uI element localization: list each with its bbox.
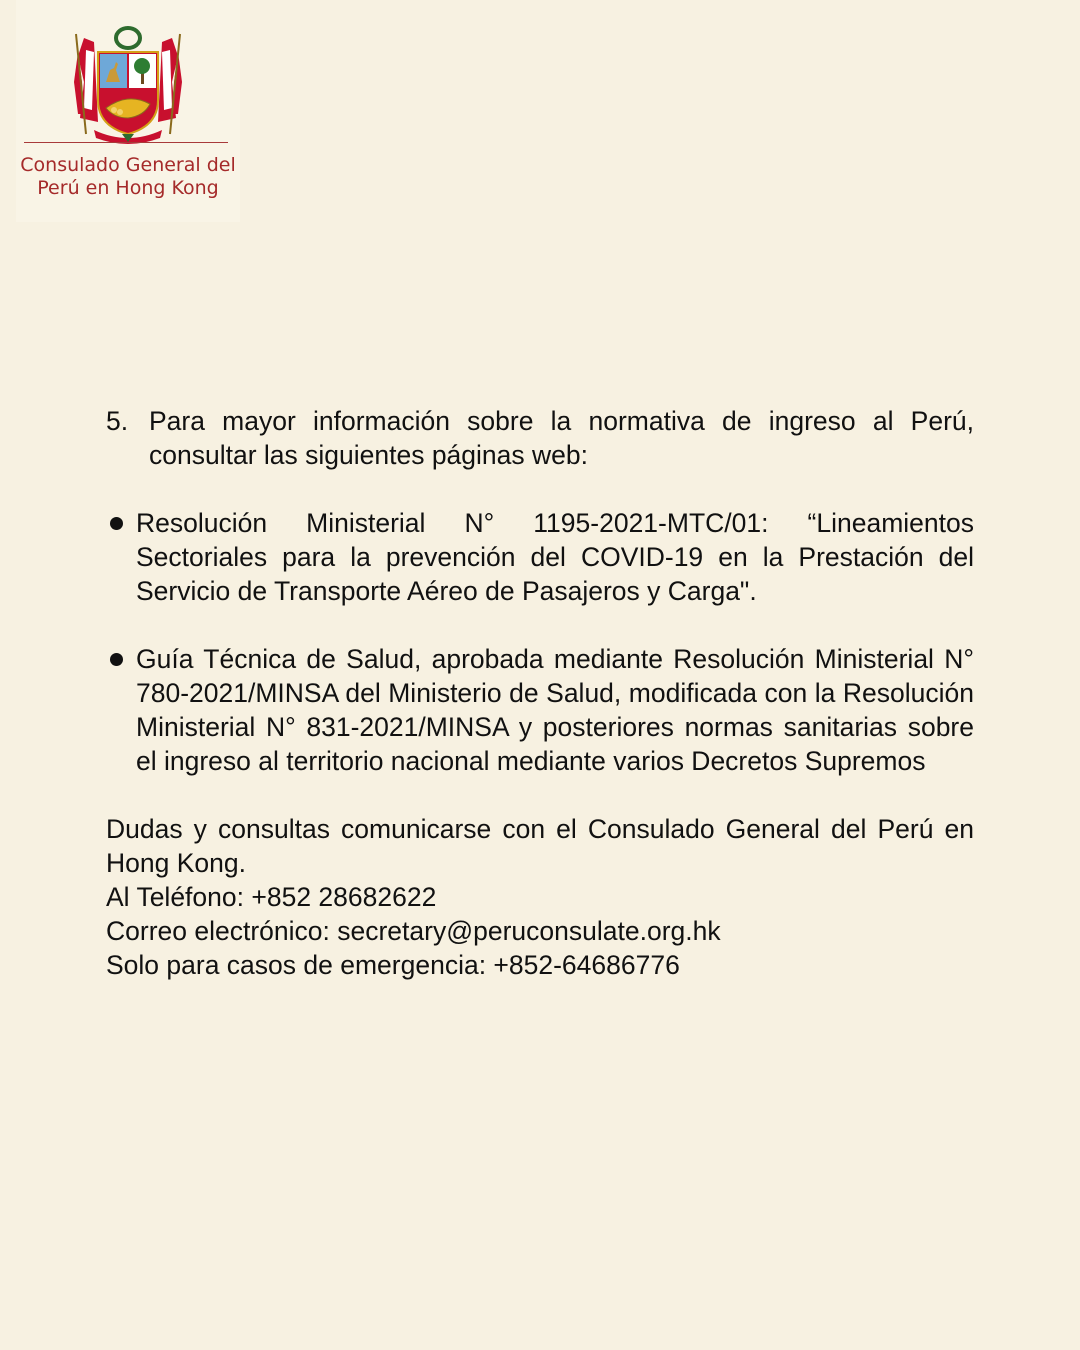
- item-text: Para mayor información sobre la normativa de ingreso al Perú, consultar las siguientes páginas web:: [149, 406, 974, 470]
- contact-phone: Al Teléfono: +852 28682622: [106, 882, 437, 912]
- consulate-name-line1: Consulado General del: [20, 154, 236, 176]
- numbered-item-5: [106, 404, 974, 472]
- logo-divider: [24, 142, 228, 143]
- contact-info: [106, 812, 974, 982]
- contact-email: Correo electrónico: secretary@peruconsulate.org.hk: [106, 916, 721, 946]
- bullet-text: Resolución Ministerial N° 1195-2021-MTC/01: “Lineamientos Sectoriales para la prevención del COVID-19 en la Prestación del Servicio de Transporte Aéreo de Pasajeros y Carga".: [136, 508, 974, 606]
- bullet-icon: [106, 506, 136, 608]
- bullet-icon: [106, 642, 136, 778]
- consulate-name-line2: Perú en Hong Kong: [37, 177, 219, 199]
- peru-coat-of-arms-icon: [64, 22, 192, 146]
- list-item: [106, 506, 974, 608]
- consulate-name: [16, 154, 240, 200]
- bullet-text: Guía Técnica de Salud, aprobada mediante Resolución Ministerial N° 780-2021/MINSA del Ministerio de Salud, modificada con la Resolución Ministerial N° 831-2021/MINSA y posteriores normas sanitarias sobre el ingreso al territorio nacional mediante varios Decretos Supremos: [136, 644, 974, 776]
- contact-intro: Dudas y consultas comunicarse con el Consulado General del Perú en Hong Kong.: [106, 814, 974, 878]
- notice-body: [106, 404, 974, 982]
- list-item: [106, 642, 974, 778]
- item-number: 5.: [106, 406, 129, 436]
- consulate-logo: [16, 0, 240, 222]
- contact-emergency: Solo para casos de emergencia: +852-64686776: [106, 950, 680, 980]
